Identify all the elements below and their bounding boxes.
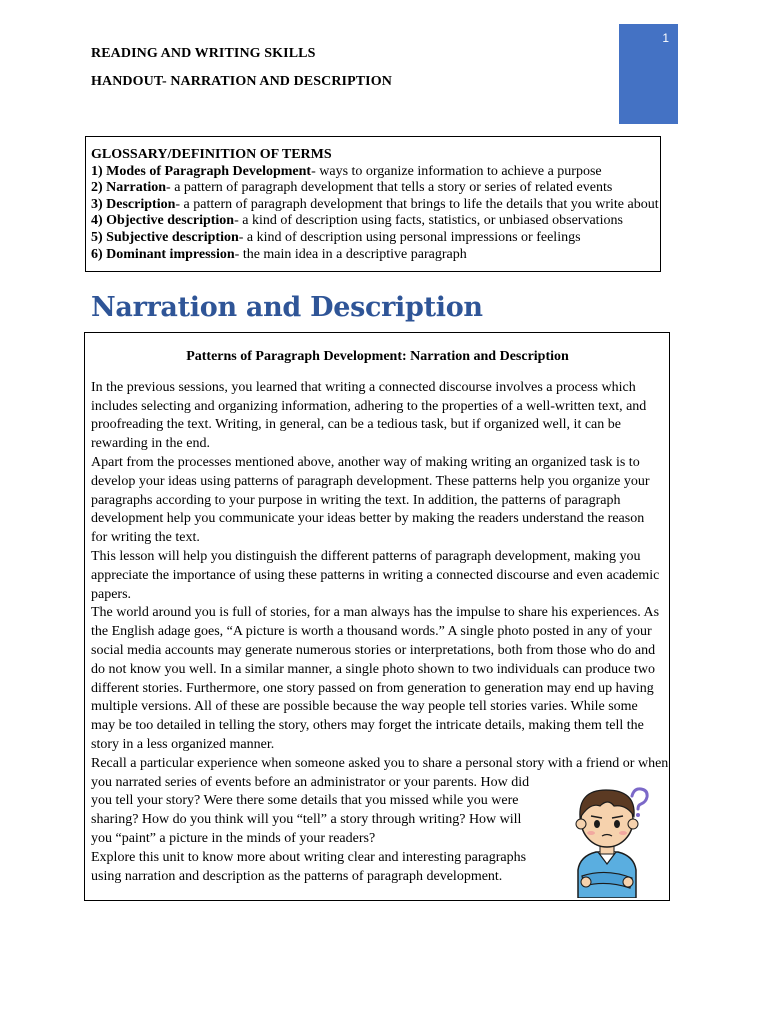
glossary-definition: - a kind of description using facts, statistics, or unbiased observations	[234, 213, 623, 229]
glossary-definition: - the main idea in a descriptive paragraph	[234, 246, 467, 262]
glossary-term: 5) Subjective description	[91, 229, 239, 245]
course-title: READING AND WRITING SKILLS	[91, 46, 316, 61]
content-title: Patterns of Paragraph Development: Narration and Description	[186, 349, 569, 364]
glossary-item	[91, 230, 655, 247]
paragraph: Apart from the processes mentioned above, another way of making writing an organized task is to develop your ideas using patterns of paragraph development. These patterns help you organize your paragraphs according to your purpose in writing the text. In addition, the patterns of paragraph development help you communicate your ideas better by making the readers understand the reason for writing the text.	[91, 454, 650, 546]
glossary-item	[91, 196, 659, 214]
paragraph-recall: you narrated series of events before an administrator or your parents. How did you tell your story? Were there some details that you missed while you were sharing? How do you think will you “tell” a story through writing? How will you “paint” a picture in the minds of your readers?	[91, 774, 530, 846]
glossary-term: 3) Description	[91, 196, 176, 212]
glossary-box	[85, 136, 661, 272]
glossary-term: 1) Modes of Paragraph Development	[91, 163, 312, 179]
glossary-definition: - a pattern of paragraph development that brings to life the details that you write about	[175, 196, 659, 212]
glossary-term: 4) Objective description	[91, 213, 235, 229]
glossary-item	[91, 247, 655, 264]
glossary-heading: GLOSSARY/DEFINITION OF TERMS	[91, 147, 332, 162]
paragraph: This lesson will help you distinguish the different patterns of paragraph development, making you appreciate the importance of using these patterns in writing a connected discourse and even academic papers.	[91, 548, 660, 602]
paragraph: In the previous sessions, you learned that writing a connected discourse involves a process which includes selecting and organizing information, adhering to the properties of a well-written text, and proofreading the text. Writing, in general, can be a tedious task, but if organized well, it can be rewarding in the end.	[91, 379, 647, 452]
glossary-item	[91, 213, 655, 230]
page-number: 1	[662, 31, 669, 45]
glossary-item	[91, 180, 655, 197]
paragraph-recall-first-line: Recall a particular experience when someone asked you to share a personal story with a friend or when	[91, 755, 669, 771]
glossary-definition: - a kind of description using personal impressions or feelings	[238, 229, 581, 245]
glossary-term: 6) Dominant impression	[91, 246, 235, 262]
glossary-item	[91, 164, 655, 181]
glossary-definition: - ways to organize information to achieve a purpose	[311, 163, 602, 179]
handout-title: HANDOUT- NARRATION AND DESCRIPTION	[91, 74, 392, 89]
paragraph-explore: Explore this unit to know more about writing clear and interesting paragraphs using narration and description as the patterns of paragraph development.	[91, 849, 527, 884]
glossary-definition: - a pattern of paragraph development that tells a story or series of related events	[166, 180, 613, 196]
thinking-boy-question-icon	[556, 778, 656, 898]
page-number-box	[619, 24, 678, 124]
glossary-term: 2) Narration	[91, 180, 167, 196]
paragraph: The world around you is full of stories, for a man always has the impulse to share his experiences. As the English adage goes, “A picture is worth a thousand words.” A single photo posted in any of your social media accounts may generate numerous stories or interpretations, both from those who do and do not know you well. In a similar manner, a single photo shown to two individuals can produce two different stories. Furthermore, one story passed on from generation to generation may end up having multiple versions. All of these are possible because the way people tell stories varies. While some may be too detailed in telling the story, others may forget the intricate details, making them tell the story in a less organized manner.	[91, 605, 660, 752]
section-title: Narration and Description	[91, 292, 483, 323]
